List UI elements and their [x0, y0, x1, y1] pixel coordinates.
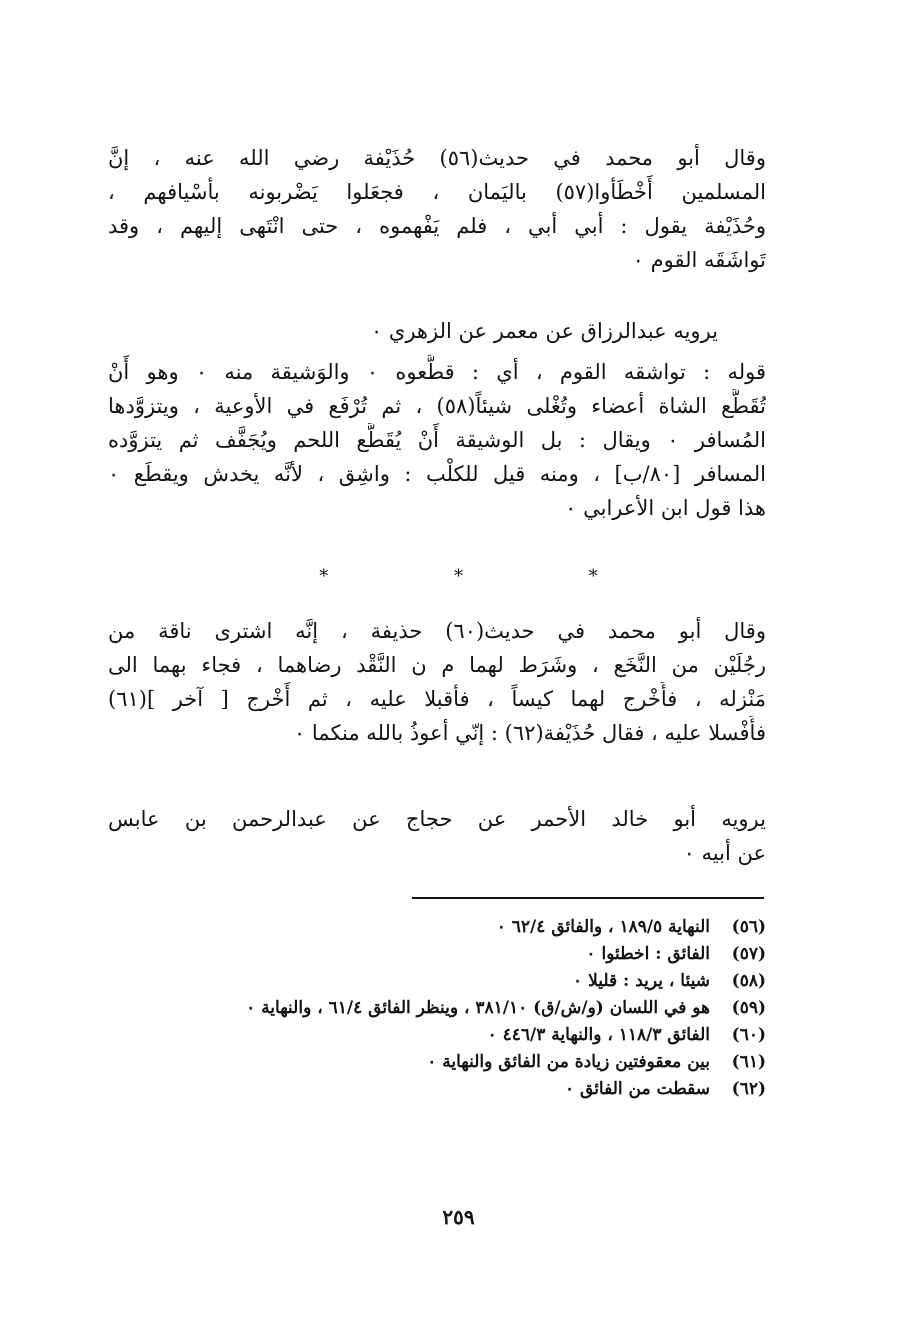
footnote-number: (٦٢) — [731, 1079, 766, 1099]
section-separator-stars: * * * — [319, 566, 658, 587]
paragraph-hadith-hudhayfa-yaman — [108, 141, 766, 277]
text-line: المُسافر ٠ ويقال : بل الوشيقة أَنْ يُقَطَّع اللحم ويُجَفَّف ثم يتزوَّده — [108, 428, 766, 452]
text-line: مَنْزله ، فأَخْرج لهما كيساً ، فأقبلا عليه ، ثم أَخْرج [ آخر ](٦١) — [108, 687, 766, 711]
text-line: هذا قول ابن الأعرابي ٠ — [565, 496, 766, 520]
text-line: المسلمين أَخْطَأوا(٥٧) باليَمان ، فجعَلوا يَضْربونه بأسْيافهم ، — [108, 180, 766, 204]
text-line: رجُلَيْن من النَّخَع ، وشَرَط لهما م ن النَّقْد رضاهما ، فجاء بهما الى — [108, 653, 766, 677]
text-line: فأَفْسلا عليه ، فقال حُذَيْفة(٦٢) : إنّي أعوذُ بالله منكما ٠ — [293, 721, 766, 745]
footnote-text: هو في اللسان (و/ش/ق) ٣٨١/١٠ ، وينظر الفائق ٦١/٤ ، والنهاية ٠ — [246, 998, 710, 1018]
text-line: المسافر [٨٠/ب] ، ومنه قيل للكلْب : واشِق ، لأنَّه يخدش ويقطَع ٠ — [108, 462, 766, 486]
text-line: يرويه أبو خالد الأحمر عن حجاج عن عبدالرحمن بن عابس — [108, 807, 766, 831]
text-line: وقال أبو محمد في حديث(٥٦) حُذَيْفة رضي الله عنه ، إنَّ — [108, 146, 766, 170]
footnote-divider — [412, 897, 764, 899]
footnote-text: الفائق ١١٨/٣ ، والنهاية ٤٤٦/٣ ٠ — [487, 1025, 710, 1045]
footnote-number: (٥٨) — [731, 971, 766, 991]
footnote-number: (٦١) — [731, 1052, 766, 1072]
paragraph-explanation-washiqa — [108, 355, 766, 525]
footnote-item — [380, 1076, 766, 1103]
footnote-number: (٥٩) — [731, 998, 766, 1018]
footnote-item — [110, 995, 766, 1022]
paragraph-narration-abdalrazzaq — [108, 314, 766, 348]
footnote-number: (٦٠) — [731, 1025, 766, 1045]
text-line: وقال أبو محمد في حديث(٦٠) حذيفة ، إنَّه اشترى ناقة من — [108, 619, 766, 643]
paragraph-narration-abu-khalid — [108, 802, 766, 870]
footnote-item — [380, 1022, 766, 1049]
text-line: عن أبيه ٠ — [683, 841, 766, 865]
footnote-item — [380, 968, 766, 995]
footnote-number: (٥٦) — [731, 917, 766, 937]
footnote-text: سقطت من الفائق ٠ — [564, 1079, 710, 1099]
footnote-text: بين معقوفتين زيادة من الفائق والنهاية ٠ — [427, 1052, 710, 1072]
text-line: يرويه عبدالرزاق عن معمر عن الزهري ٠ — [370, 319, 718, 343]
paragraph-hadith-hudhayfa-naqa — [108, 614, 766, 750]
text-line: وحُذَيْفة يقول : أبي أبي ، فلم يَفْهموه ، حتى انْتَهى إليهم ، وقد — [108, 214, 766, 238]
footnote-number: (٥٧) — [731, 944, 766, 964]
text-line: قوله : تواشقه القوم ، أي : قطَّعوه ٠ والوَشيقة منه ٠ وهو أَنْ — [108, 360, 766, 384]
footnote-item — [380, 941, 766, 968]
footnote-text: الفائق : اخطئوا ٠ — [586, 944, 710, 964]
footnote-item — [380, 1049, 766, 1076]
footnotes — [246, 914, 766, 1103]
footnote-item — [380, 914, 766, 941]
text-line: تَواشَقَه القوم ٠ — [632, 248, 766, 272]
page-number: ٢٥٩ — [442, 1205, 475, 1229]
footnote-text: النهاية ١٨٩/٥ ، والفائق ٦٢/٤ ٠ — [496, 917, 710, 937]
footnote-text: شيئا ، يريد : قليلا ٠ — [573, 971, 710, 991]
text-line: تُقَطَّع الشاة أعضاء وتُغْلى شيئاً(٥٨) ، ثم تُرْفَع في الأوعية ، ويتزوَّدها — [108, 394, 766, 418]
